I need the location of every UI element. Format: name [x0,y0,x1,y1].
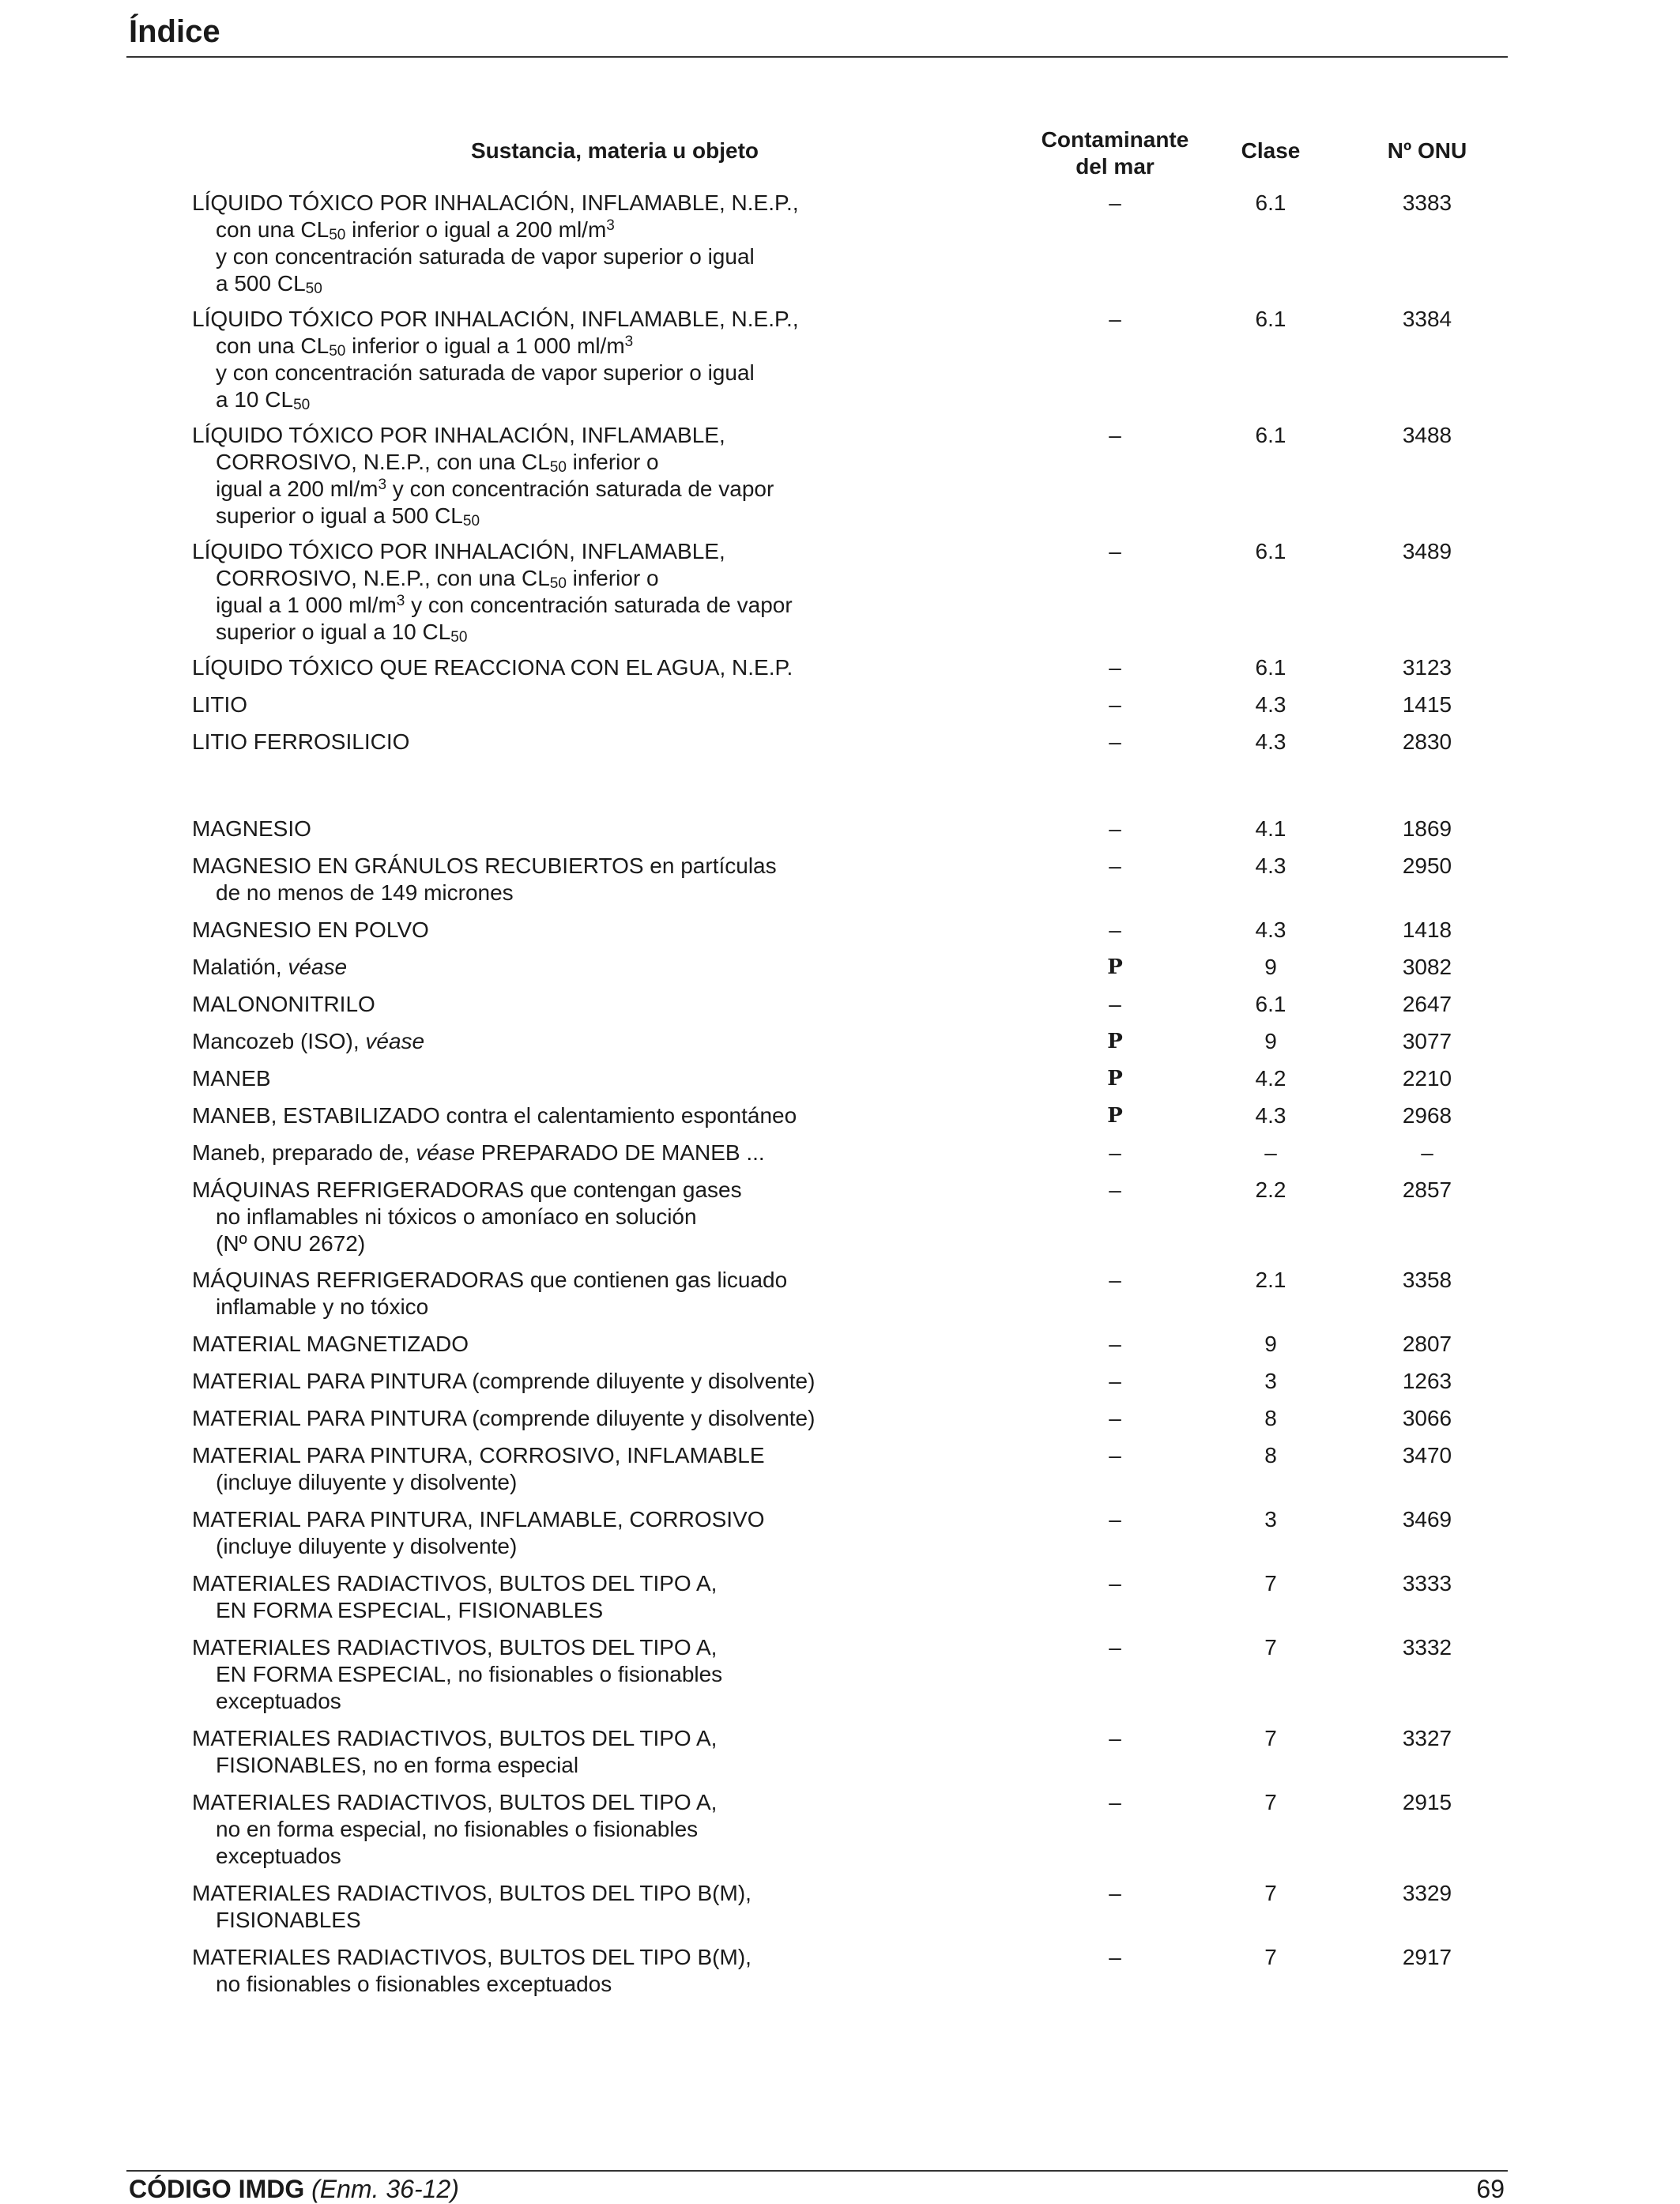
substance-line [192,1880,998,1907]
marine-pollutant-cell: – [1109,1268,1121,1292]
substance-name [192,1725,998,1779]
class-cell: 2.2 [1255,1177,1286,1202]
class-cell: 6.1 [1255,539,1286,563]
class-cell: 7 [1264,1790,1277,1814]
class-cell: 8 [1264,1443,1277,1467]
substance-text: inferior o igual a 1 000 ml/m [345,333,625,358]
substance-text: 50 [305,281,322,297]
marine-pollutant-cell: – [1109,1635,1121,1660]
substance-text: MATERIAL PARA PINTURA, INFLAMABLE, CORROSIVO [192,1507,765,1531]
un-number-cell: 3077 [1402,1029,1452,1053]
class-cell: 7 [1264,1726,1277,1750]
substance-text: PREPARADO DE MANEB ... [475,1140,765,1165]
substance-name [192,1634,998,1715]
substance-text: de no menos de 149 micrones [216,880,514,905]
substance-text: 3 [378,477,387,493]
class-cell: 6.1 [1255,655,1286,680]
substance-text: MALONONITRILO [192,992,375,1016]
substance-name [192,1405,998,1432]
substance-text: 3 [606,217,615,234]
substance-line [192,816,998,842]
substance-text: no inflamables ni tóxicos o amoníaco en solución [216,1204,697,1229]
un-number-cell: 3384 [1402,307,1452,331]
un-number-cell: – [1421,1140,1433,1165]
substance-text: CORROSIVO, N.E.P., con una CL [216,566,550,590]
substance-line [192,1230,998,1257]
class-cell: 7 [1264,1571,1277,1596]
marine-pollutant-cell: – [1109,1507,1121,1531]
footer-amendment: (Enm. 36-12) [311,2175,459,2203]
substance-text: 50 [329,343,346,360]
substance-line [192,592,998,619]
un-number-cell: 2915 [1402,1790,1452,1814]
substance-text: inferior o [566,450,659,474]
substance-line [192,1368,998,1395]
substance-text: exceptuados [216,1689,341,1713]
substance-text: 50 [293,397,311,413]
substance-line [192,1028,998,1055]
substance-text: MAGNESIO [192,816,311,841]
page-title: Índice [129,14,220,49]
substance-name [192,654,998,681]
substance-line [192,1442,998,1469]
substance-line [192,190,998,217]
substance-name [192,538,998,646]
un-number-cell: 2210 [1402,1066,1452,1091]
footer-rule [126,2170,1508,2172]
substance-name [192,1028,998,1055]
substance-line [192,1570,998,1597]
substance-name [192,691,998,718]
class-cell: 4.1 [1255,816,1286,841]
substance-line [192,1597,998,1624]
marine-pollutant-cell: – [1109,1945,1121,1969]
substance-text: 50 [450,629,468,646]
class-cell: 6.1 [1255,992,1286,1016]
substance-text: véase [365,1029,425,1053]
column-header-marine-line1: Contaminante [1041,127,1189,152]
un-number-cell: 2807 [1402,1332,1452,1356]
un-number-cell: 2968 [1402,1103,1452,1128]
substance-line [192,1405,998,1432]
substance-line [192,954,998,981]
substance-text: MATERIAL PARA PINTURA, CORROSIVO, INFLAMABLE [192,1443,765,1467]
substance-line [192,1533,998,1560]
substance-line [192,1789,998,1816]
marine-pollutant-cell: P [1107,1030,1123,1053]
substance-text: LITIO [192,692,248,717]
substance-text: MÁQUINAS REFRIGERADORAS que contienen gas licuado [192,1268,788,1292]
substance-name [192,1140,998,1166]
substance-line [192,386,998,413]
footer-code-name: CÓDIGO IMDG [129,2175,305,2203]
un-number-cell: 2647 [1402,992,1452,1016]
substance-line [192,1816,998,1843]
substance-name [192,306,998,413]
class-cell: – [1264,1140,1277,1165]
marine-pollutant-cell: – [1109,1571,1121,1596]
substance-line [192,1469,998,1496]
substance-text: con una CL [216,217,330,242]
un-number-cell: 1263 [1402,1369,1452,1393]
substance-name [192,190,998,297]
substance-text: MATERIALES RADIACTIVOS, BULTOS DEL TIPO B(M), [192,1945,751,1969]
class-cell: 4.3 [1255,1103,1286,1128]
substance-name [192,1570,998,1624]
substance-name [192,1442,998,1496]
substance-line [192,1331,998,1358]
substance-line [192,476,998,503]
substance-line [192,1102,998,1129]
marine-pollutant-cell: – [1109,1790,1121,1814]
substance-line [192,449,998,476]
un-number-cell: 2857 [1402,1177,1452,1202]
substance-text: LÍQUIDO TÓXICO POR INHALACIÓN, INFLAMABLE, N.E.P., [192,307,799,331]
marine-pollutant-cell: – [1109,1177,1121,1202]
substance-line [192,1506,998,1533]
marine-pollutant-cell: – [1109,1881,1121,1905]
substance-text: EN FORMA ESPECIAL, no fisionables o fisionables [216,1662,723,1686]
substance-line [192,1752,998,1779]
substance-text: LITIO FERROSILICIO [192,729,410,754]
substance-text: EN FORMA ESPECIAL, FISIONABLES [216,1598,604,1622]
un-number-cell: 1415 [1402,692,1452,717]
substance-text: MATERIAL PARA PINTURA (comprende diluyente y disolvente) [192,1406,816,1430]
marine-pollutant-cell: – [1109,917,1121,942]
marine-pollutant-cell: P [1107,1067,1123,1091]
substance-line [192,1971,998,1998]
substance-line [192,306,998,333]
substance-line [192,1294,998,1321]
substance-line [192,729,998,755]
substance-text: 50 [329,227,346,243]
un-number-cell: 3358 [1402,1268,1452,1292]
un-number-cell: 3327 [1402,1726,1452,1750]
substance-text: exceptuados [216,1844,341,1868]
substance-line [192,565,998,592]
class-cell: 6.1 [1255,423,1286,447]
substance-name [192,1944,998,1998]
substance-text: MATERIALES RADIACTIVOS, BULTOS DEL TIPO A, [192,1790,718,1814]
class-cell: 9 [1264,955,1277,979]
substance-name [192,1368,998,1395]
un-number-cell: 3123 [1402,655,1452,680]
substance-line [192,503,998,529]
marine-pollutant-cell: – [1109,655,1121,680]
class-cell: 6.1 [1255,190,1286,215]
substance-line [192,1688,998,1715]
substance-text: CORROSIVO, N.E.P., con una CL [216,450,550,474]
marine-pollutant-cell: – [1109,992,1121,1016]
class-cell: 3 [1264,1369,1277,1393]
substance-name [192,422,998,529]
substance-line [192,538,998,565]
un-number-cell: 3469 [1402,1507,1452,1531]
substance-text: no fisionables o fisionables exceptuados [216,1972,612,1996]
substance-text: a 500 CL [216,271,306,296]
marine-pollutant-cell: – [1109,1140,1121,1165]
marine-pollutant-cell: P [1107,955,1123,979]
substance-text: MATERIALES RADIACTIVOS, BULTOS DEL TIPO A, [192,1635,718,1660]
substance-line [192,1065,998,1092]
substance-line [192,1725,998,1752]
substance-line [192,1843,998,1870]
substance-line [192,917,998,944]
substance-line [192,1634,998,1661]
marine-pollutant-cell: – [1109,1726,1121,1750]
substance-name [192,1102,998,1129]
substance-text: Maneb, preparado de, [192,1140,416,1165]
marine-pollutant-cell: – [1109,1406,1121,1430]
un-number-cell: 3082 [1402,955,1452,979]
class-cell: 3 [1264,1507,1277,1531]
substance-line [192,619,998,646]
marine-pollutant-cell: – [1109,539,1121,563]
substance-line [192,654,998,681]
substance-text: igual a 1 000 ml/m [216,593,397,617]
substance-name [192,853,998,906]
class-cell: 8 [1264,1406,1277,1430]
substance-text: superior o igual a 500 CL [216,503,463,528]
substance-text: MANEB [192,1066,271,1091]
substance-text: 3 [624,333,634,350]
substance-text: con una CL [216,333,330,358]
class-cell: 4.3 [1255,692,1286,717]
substance-line [192,880,998,906]
class-cell: 9 [1264,1332,1277,1356]
substance-line [192,333,998,360]
substance-line [192,1267,998,1294]
substance-text: y con concentración saturada de vapor superior o igual [216,244,755,269]
substance-name [192,1065,998,1092]
marine-pollutant-cell: – [1109,307,1121,331]
un-number-cell: 3329 [1402,1881,1452,1905]
marine-pollutant-cell: – [1109,853,1121,878]
class-cell: 2.1 [1255,1268,1286,1292]
substance-text: inferior o igual a 200 ml/m [345,217,607,242]
un-number-cell: 2830 [1402,729,1452,754]
substance-text: 50 [462,513,480,529]
substance-name [192,954,998,981]
substance-line [192,691,998,718]
footer-code [129,2175,459,2204]
substance-name [192,729,998,755]
substance-text: 50 [549,459,567,476]
substance-text: MATERIALES RADIACTIVOS, BULTOS DEL TIPO A, [192,1571,718,1596]
marine-pollutant-cell: – [1109,692,1121,717]
column-header-substance: Sustancia, materia u objeto [470,138,759,163]
marine-pollutant-cell: – [1109,729,1121,754]
substance-text: MAGNESIO EN GRÁNULOS RECUBIERTOS en partículas [192,853,777,878]
substance-name [192,1331,998,1358]
page-number: 69 [1476,2175,1505,2203]
substance-text: inferior o [566,566,659,590]
un-number-cell: 1418 [1402,917,1452,942]
substance-text: véase [288,955,348,979]
substance-line [192,270,998,297]
substance-text: inflamable y no tóxico [216,1294,429,1319]
substance-line [192,1907,998,1934]
substance-line [192,1204,998,1230]
marine-pollutant-cell: – [1109,1332,1121,1356]
un-number-cell: 3066 [1402,1406,1452,1430]
un-number-cell: 2917 [1402,1945,1452,1969]
marine-pollutant-cell: – [1109,1443,1121,1467]
substance-text: no en forma especial, no fisionables o fisionables [216,1817,699,1841]
un-number-cell: 3333 [1402,1571,1452,1596]
substance-text: y con concentración saturada de vapor superior o igual [216,360,755,385]
substance-name [192,816,998,842]
marine-pollutant-cell: – [1109,190,1121,215]
substance-name [192,991,998,1018]
substance-text: y con concentración saturada de vapor [405,593,793,617]
substance-text: MANEB, ESTABILIZADO contra el calentamiento espontáneo [192,1103,797,1128]
un-number-cell: 3488 [1402,423,1452,447]
column-header-un-number: Nº ONU [1387,138,1467,163]
column-header-class: Clase [1241,138,1301,163]
class-cell: 6.1 [1255,307,1286,331]
marine-pollutant-cell: – [1109,423,1121,447]
substance-line [192,360,998,386]
substance-text: véase [416,1140,476,1165]
substance-text: (incluye diluyente y disolvente) [216,1470,518,1494]
substance-text: MATERIALES RADIACTIVOS, BULTOS DEL TIPO B(M), [192,1881,751,1905]
class-cell: 7 [1264,1945,1277,1969]
substance-line [192,991,998,1018]
un-number-cell: 3470 [1402,1443,1452,1467]
substance-line [192,853,998,880]
substance-name [192,1177,998,1257]
substance-text: igual a 200 ml/m [216,477,379,501]
substance-line [192,422,998,449]
substance-text: 3 [396,593,405,609]
substance-text: MATERIAL PARA PINTURA (comprende diluyente y disolvente) [192,1369,816,1393]
substance-name [192,917,998,944]
substance-line [192,243,998,270]
substance-name [192,1789,998,1870]
substance-text: FISIONABLES, no en forma especial [216,1753,579,1777]
substance-name [192,1880,998,1934]
header-rule [126,56,1508,58]
class-cell: 4.3 [1255,853,1286,878]
substance-text: LÍQUIDO TÓXICO QUE REACCIONA CON EL AGUA, N.E.P. [192,655,793,680]
substance-text: LÍQUIDO TÓXICO POR INHALACIÓN, INFLAMABLE, N.E.P., [192,190,799,215]
class-cell: 4.3 [1255,917,1286,942]
substance-text: a 10 CL [216,387,294,412]
marine-pollutant-cell: – [1109,1369,1121,1393]
substance-text: FISIONABLES [216,1908,361,1932]
substance-text: superior o igual a 10 CL [216,620,451,644]
marine-pollutant-cell: P [1107,1104,1123,1128]
substance-text: (Nº ONU 2672) [216,1231,366,1256]
substance-line [192,217,998,243]
un-number-cell: 3489 [1402,539,1452,563]
substance-text: (incluye diluyente y disolvente) [216,1534,518,1558]
marine-pollutant-cell: – [1109,816,1121,841]
substance-line [192,1177,998,1204]
un-number-cell: 3383 [1402,190,1452,215]
substance-text: LÍQUIDO TÓXICO POR INHALACIÓN, INFLAMABLE, [192,539,725,563]
class-cell: 4.3 [1255,729,1286,754]
substance-text: Mancozeb (ISO), [192,1029,366,1053]
substance-line [192,1140,998,1166]
class-cell: 7 [1264,1635,1277,1660]
substance-line [192,1661,998,1688]
substance-line [192,1944,998,1971]
substance-name [192,1506,998,1560]
un-number-cell: 1869 [1402,816,1452,841]
substance-text: y con concentración saturada de vapor [386,477,774,501]
un-number-cell: 2950 [1402,853,1452,878]
un-number-cell: 3332 [1402,1635,1452,1660]
substance-text: MATERIALES RADIACTIVOS, BULTOS DEL TIPO A, [192,1726,718,1750]
class-cell: 7 [1264,1881,1277,1905]
substance-text: MATERIAL MAGNETIZADO [192,1332,469,1356]
substance-text: 50 [549,575,567,592]
substance-text: Malatión, [192,955,288,979]
substance-text: MAGNESIO EN POLVO [192,917,429,942]
substance-text: LÍQUIDO TÓXICO POR INHALACIÓN, INFLAMABLE, [192,423,725,447]
substance-name [192,1267,998,1321]
class-cell: 4.2 [1255,1066,1286,1091]
column-header-marine-line2: del mar [1075,154,1155,179]
class-cell: 9 [1264,1029,1277,1053]
substance-text: MÁQUINAS REFRIGERADORAS que contengan gases [192,1177,742,1202]
